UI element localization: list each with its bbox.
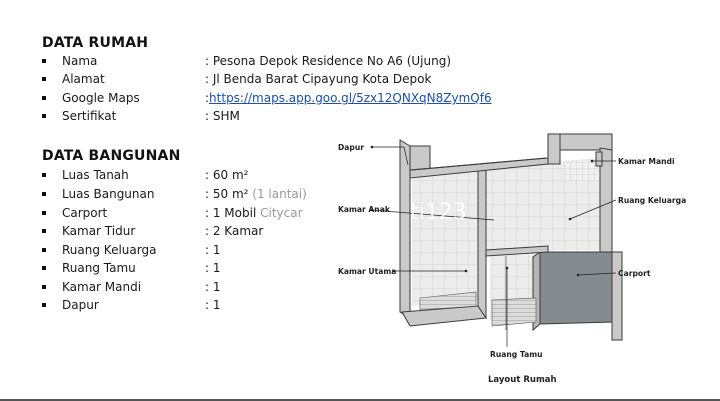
row-value-note: (1 lantai) bbox=[252, 187, 307, 201]
label-carport: Carport bbox=[618, 269, 651, 278]
row-label: Kamar Tidur bbox=[62, 224, 136, 238]
row-label: Ruang Keluarga bbox=[62, 243, 157, 257]
row-value: : 1 bbox=[205, 243, 221, 257]
section-title-data-rumah: DATA RUMAH bbox=[42, 35, 149, 51]
row-value-prefix: : bbox=[205, 91, 210, 105]
row-label: Carport bbox=[62, 206, 108, 220]
row-value-note: Citycar bbox=[260, 206, 303, 220]
row-value: : 1 bbox=[205, 298, 221, 312]
row-value: : 1 bbox=[205, 280, 221, 294]
row-label: Sertifikat bbox=[62, 109, 117, 123]
label-kamar-utama: Kamar Utama bbox=[338, 267, 397, 276]
watermark-text: ti123 bbox=[410, 200, 467, 225]
row-value-main: : 50 m² bbox=[205, 187, 249, 201]
label-ruang-keluarga: Ruang Keluarga bbox=[618, 196, 687, 205]
row-label: Alamat bbox=[62, 72, 105, 86]
row-label: Luas Tanah bbox=[62, 168, 129, 182]
section-title-data-bangunan: DATA BANGUNAN bbox=[42, 148, 181, 164]
row-label: Nama bbox=[62, 54, 98, 68]
row-value: : 60 m² bbox=[205, 168, 249, 182]
row-value-main: : 1 Mobil bbox=[205, 206, 257, 220]
row-value: : Pesona Depok Residence No A6 (Ujung) bbox=[205, 54, 452, 68]
row-label: Luas Bangunan bbox=[62, 187, 155, 201]
row-value: : Jl Benda Barat Cipayung Kota Depok bbox=[205, 72, 432, 86]
row-label: Dapur bbox=[62, 298, 99, 312]
label-kamar-mandi: Kamar Mandi bbox=[618, 157, 675, 166]
row-value: : SHM bbox=[205, 109, 240, 123]
row-label: Google Maps bbox=[62, 91, 140, 105]
label-ruang-tamu: Ruang Tamu bbox=[490, 350, 543, 359]
row-label: Kamar Mandi bbox=[62, 280, 142, 294]
label-dapur: Dapur bbox=[338, 143, 365, 152]
row-label: Ruang Tamu bbox=[62, 261, 136, 275]
layout-caption: Layout Rumah bbox=[488, 375, 557, 385]
google-maps-link[interactable]: https://maps.app.goo.gl/5zx12QNXqN8ZymQf6 bbox=[209, 91, 492, 105]
row-value: : 1 bbox=[205, 261, 221, 275]
entry-slats bbox=[492, 298, 536, 326]
label-kamar-anak: Kamar Anak bbox=[338, 205, 390, 214]
row-value: : 2 Kamar bbox=[205, 224, 264, 238]
carport-area bbox=[540, 252, 614, 324]
